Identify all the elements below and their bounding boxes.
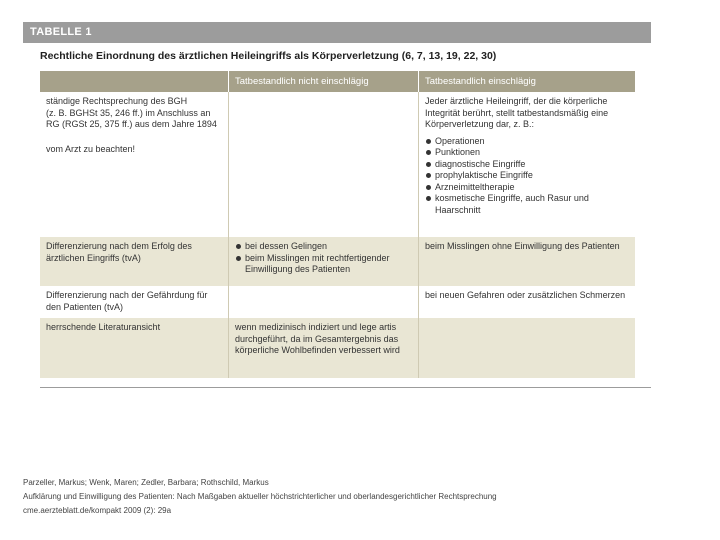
citation-source: cme.aerzteblatt.de/kompakt 2009 (2): 29a [23,506,172,515]
table-label: TABELLE 1 [23,22,651,43]
row-risk-applicable: bei neuen Gefahren oder zusätzlichen Schmerzen [418,286,635,318]
column-header-applicable: Tatbestandlich einschlägig [418,71,635,92]
row-bgh-label-line: RG (RGSt 25, 375 ff.) aus dem Jahre 1894 [46,119,217,129]
row-literature-applicable [418,318,635,378]
row-bgh-label-line: (z. B. BGHSt 35, 246 ff.) im Anschluss an [46,107,211,118]
list-item: diagnostische Eingriffe [425,159,629,171]
list-item: bei dessen Gelingen [235,241,412,253]
row-risk-label: Differenzierung nach der Gefährdung für den Patienten (tvA) [46,290,208,312]
list-item: Punktionen [425,147,629,159]
row-success-not-applicable [228,237,418,286]
citation-footer [23,476,703,518]
divider [40,387,651,388]
row-bgh-label [40,92,228,237]
list-item: kosmetische Eingriffe, auch Rasur und Haarschnitt [425,193,629,216]
row-success-label: Differenzierung nach dem Erfolg des ärztlichen Eingriffs (tvA) [40,237,228,286]
success-list [235,241,412,276]
row-bgh-label-line: ständige Rechtsprechung des BGH [46,96,188,106]
row-literature-not-applicable: wenn medizinisch indiziert und lege artis durchgeführt, da im Gesamtergebnis das körperliche Wohlbefinden verbessert wird [228,318,418,378]
column-header-not-applicable: Tatbestandlich nicht einschlägig [228,71,418,92]
table-caption: Rechtliche Einordnung des ärztlichen Heileingriffs als Körperverletzung (6, 7, 13, 19, 22, 30) [40,50,497,62]
legal-classification-table [40,71,635,379]
row-bgh-applicable [418,92,635,237]
list-item: prophylaktische Eingriffe [425,170,629,182]
row-literature-label: herrschende Literaturansicht [40,318,228,378]
list-item: Operationen [425,136,629,148]
citation-authors: Parzeller, Markus; Wenk, Maren; Zedler, Barbara; Rothschild, Markus [23,478,269,487]
citation-title: Aufklärung und Einwilligung des Patienten: Nach Maßgaben aktueller höchstrichterlicher und oberlandesgerichtlicher Rechtsprechung [23,492,497,501]
list-item: Arzneimitteltherapie [425,182,629,194]
list-item: beim Misslingen mit rechtfertigender Einwilligung des Patienten [235,253,412,276]
row-bgh-applicable-intro: Jeder ärztliche Heileingriff, der die körperliche Integrität berührt, stellt tatbestandsmäßig eine Körperverletzung dar, z. B.: [425,96,609,129]
row-bgh-not-applicable [228,92,418,237]
examples-list [425,136,629,217]
row-risk-not-applicable [228,286,418,318]
row-bgh-note: vom Arzt zu beachten! [46,143,136,154]
column-header-empty [40,71,228,92]
row-success-applicable: beim Misslingen ohne Einwilligung des Patienten [418,237,635,286]
